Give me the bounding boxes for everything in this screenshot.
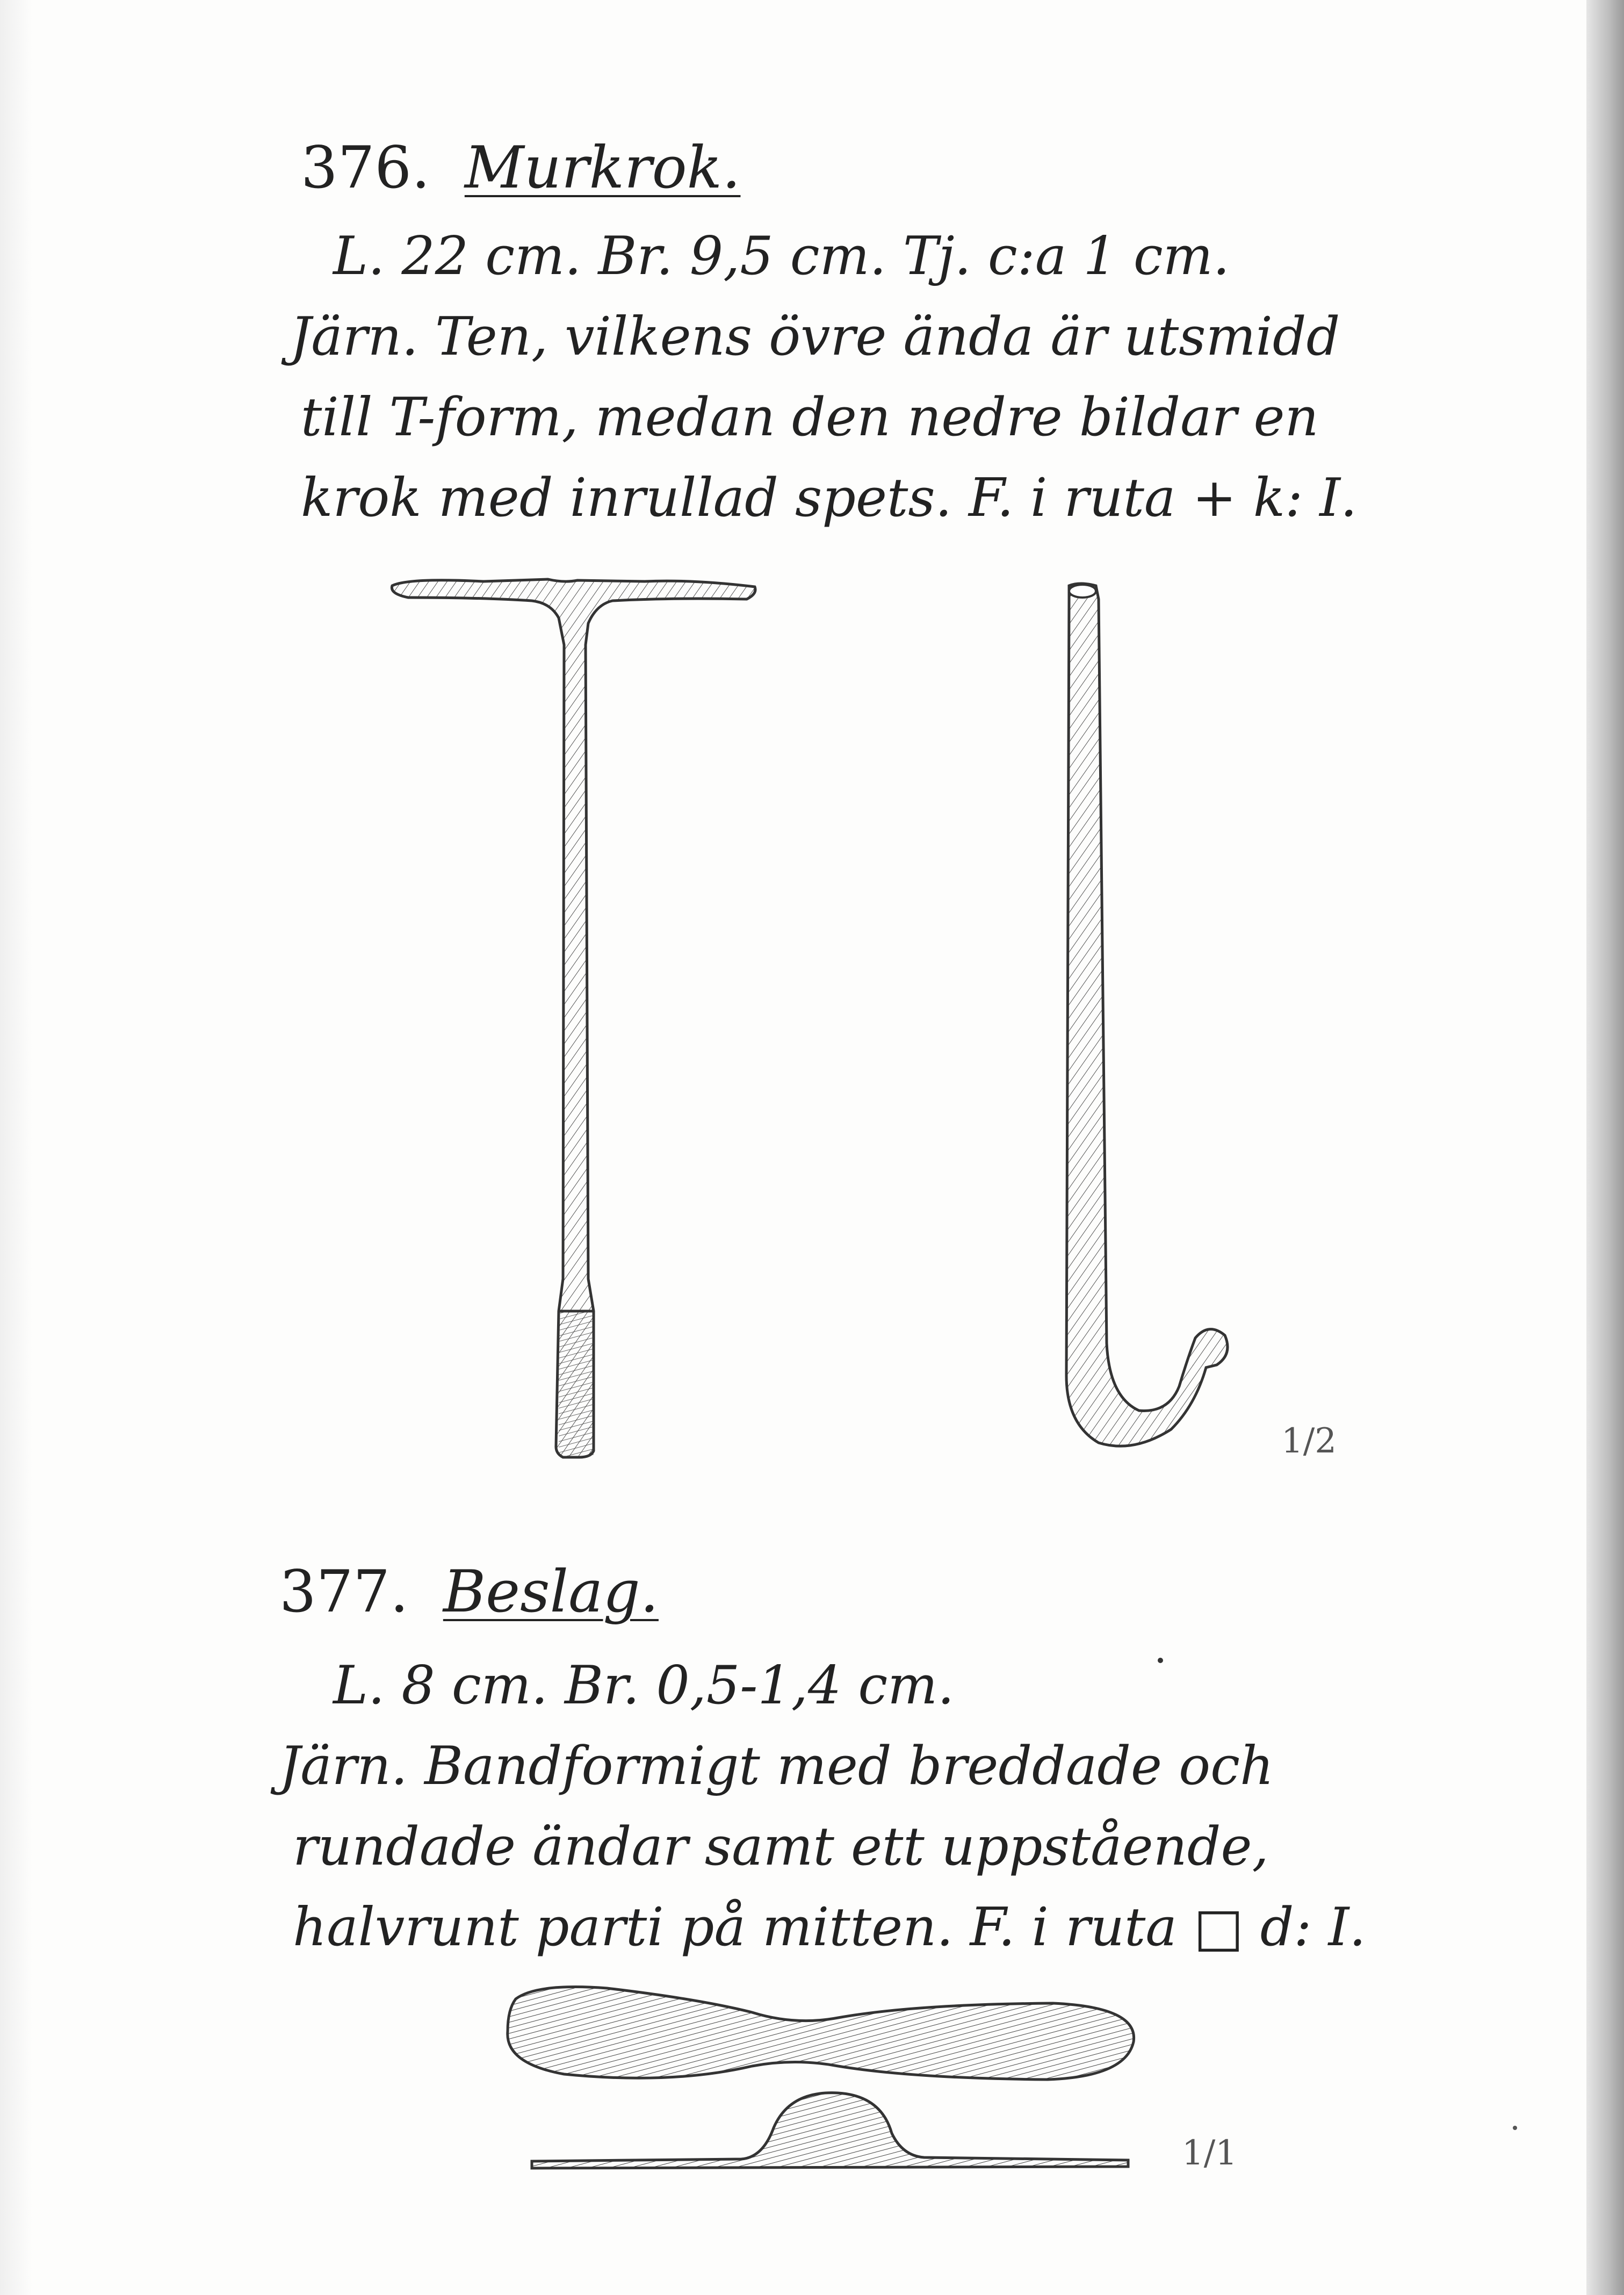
murkrok-t-drawing-icon [392, 579, 755, 1457]
entry-line: L. 22 cm. Br. 9,5 cm. Tj. c:a 1 cm. [333, 226, 1230, 287]
entry-line: krok med inrullad spets. F. i ruta + k: I. [301, 467, 1358, 529]
scale-label: 1/1 [1182, 2133, 1237, 2173]
entry-line: till T-form, medan den nedre bildar en [301, 387, 1319, 448]
scale-label: 1/2 [1281, 1421, 1337, 1461]
entry-title: Murkrok. [464, 134, 741, 202]
murkrok-hook-drawing-icon [1066, 584, 1228, 1446]
ink-speck [1513, 2126, 1517, 2130]
entry-line: Järn. Ten, vilkens övre ända är utsmidd [290, 306, 1340, 368]
entry-line: rundade ändar samt ett uppstående, [293, 1816, 1269, 1877]
entry-number: 376. [301, 134, 430, 202]
entry-title: Beslag. [443, 1558, 659, 1625]
entry-line: Järn. Bandformigt med breddade och [279, 1736, 1274, 1797]
entry-line: halvrunt parti på mitten. F. i ruta □ d: I. [293, 1897, 1366, 1958]
entry-number: 377. [279, 1558, 409, 1625]
beslag-top-drawing-icon [508, 1987, 1134, 2080]
beslag-side-drawing-icon [532, 2093, 1128, 2168]
ink-speck [1158, 1658, 1163, 1663]
entry-line: L. 8 cm. Br. 0,5-1,4 cm. [333, 1655, 955, 1716]
